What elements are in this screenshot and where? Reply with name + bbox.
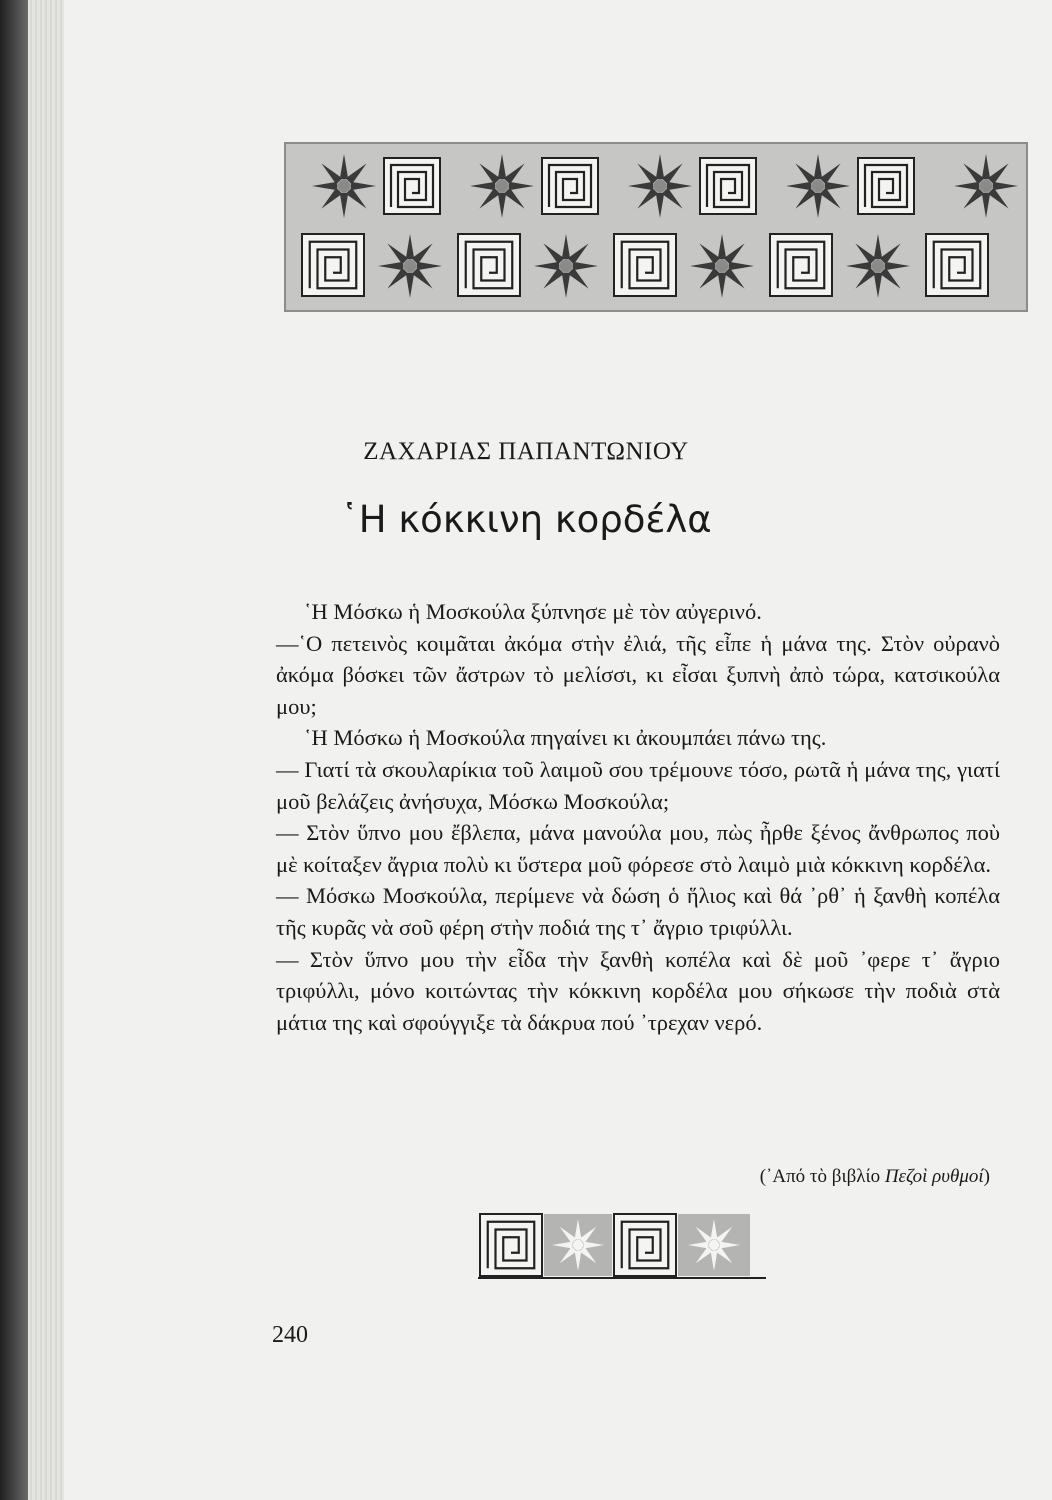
star-flower-icon — [628, 154, 692, 218]
paragraph: — Μόσκω Μοσκούλα, περίμενε νὰ δώση ὁ ἥλιος καὶ θά ᾽ρθ᾽ ἡ ξανθὴ κοπέλα τῆς κυρᾶς νὰ σοῦ φέρη στὴν ποδιά της τ᾽ ἄγριο τριφύλλι. — [276, 883, 1000, 940]
page-edges — [28, 0, 64, 1500]
greek-key-pattern — [286, 144, 1026, 310]
paragraph: ῾Η Μόσκω ἡ Μοσκούλα πηγαίνει κι ἀκουμπάει πάνω της. — [304, 725, 827, 751]
meander-square — [700, 158, 756, 214]
author-name: ΖΑΧΑΡΙΑΣ ΠΑΠΑΝΤΩΝΙΟΥ — [363, 438, 689, 465]
meander-square — [458, 234, 520, 296]
star-flower-icon — [786, 154, 850, 218]
paragraph: ῾Η Μόσκω ἡ Μοσκούλα ξύπνησε μὲ τὸν αὐγερινό. — [304, 599, 762, 624]
star-flower-icon — [312, 154, 376, 218]
meander-square — [858, 158, 914, 214]
source-prefix: (᾽Από τὸ βιβλίο — [759, 1166, 881, 1187]
star-flower-icon — [378, 234, 442, 298]
star-flower-icon — [552, 1219, 604, 1271]
meander-flower-ornament — [478, 1212, 768, 1282]
star-flower-icon — [688, 1219, 740, 1271]
story-title: ῾Η κόκκινη κορδέλα — [340, 498, 712, 541]
star-flower-icon — [690, 234, 754, 298]
paragraph: — Στὸν ὕπνο μου τὴν εἶδα τὴν ξανθὴ κοπέλα καὶ δὲ μοῦ ᾽φερε τ᾽ ἄγριο τριφύλλι, μόνο κοιτώντας τὴν κόκκινη κορδέλα μου σήκωσε τὴν ποδιὰ στὰ μάτια της καὶ σφούγγιξε τὰ δάκρυα πού ᾽τρεχαν νερό. — [276, 946, 1000, 1035]
bottom-ornament — [478, 1212, 768, 1286]
star-flower-icon — [846, 234, 910, 298]
source-suffix: ) — [983, 1166, 990, 1187]
book-gutter-shadow — [0, 0, 28, 1500]
source-citation — [760, 1166, 990, 1188]
meander-ornament-band — [284, 142, 1028, 312]
story-text — [276, 596, 1000, 1038]
paragraph: — Στὸν ὕπνο μου ἔβλεπα, μάνα μανούλα μου, πὼς ἦρθε ξένος ἄνθρωπος ποὺ μὲ κοίταξεν ἄγρια πολὺ κι ὕστερα μοῦ φόρεσε στὸ λαιμὸ μιὰ κόκκινη κορδέλα. — [276, 820, 1000, 877]
page-number: 240 — [272, 1322, 308, 1348]
meander-square — [542, 158, 598, 214]
star-flower-icon — [534, 234, 598, 298]
star-flower-icon — [470, 154, 534, 218]
star-flower-icon — [954, 154, 1018, 218]
source-book-title: Πεζοὶ ρυθμοί — [884, 1166, 984, 1187]
meander-square — [770, 234, 832, 296]
meander-square — [480, 1214, 542, 1276]
meander-square — [614, 234, 676, 296]
meander-square — [302, 234, 364, 296]
paragraph: — Γιατί τὰ σκουλαρίκια τοῦ λαιμοῦ σου τρέμουνε τόσο, ρωτᾶ ἡ μάνα της, γιατί μοῦ βελάζεις ἀνήσυχα, Μόσκω Μοσκούλα; — [276, 756, 1000, 814]
paragraph: —῾Ο πετεινὸς κοιμᾶται ἀκόμα στὴν ἐλιά, τῆς εἶπε ἡ μάνα της. Στὸν οὐρανὸ ἀκόμα βόσκει τῶν ἄστρων τὸ μελίσσι, κι εἶσαι ξυπνὴ ἀπὸ τώρα, κατσικούλα μου; — [276, 630, 1000, 719]
meander-square — [614, 1214, 676, 1276]
meander-square — [926, 234, 988, 296]
meander-square — [384, 158, 440, 214]
